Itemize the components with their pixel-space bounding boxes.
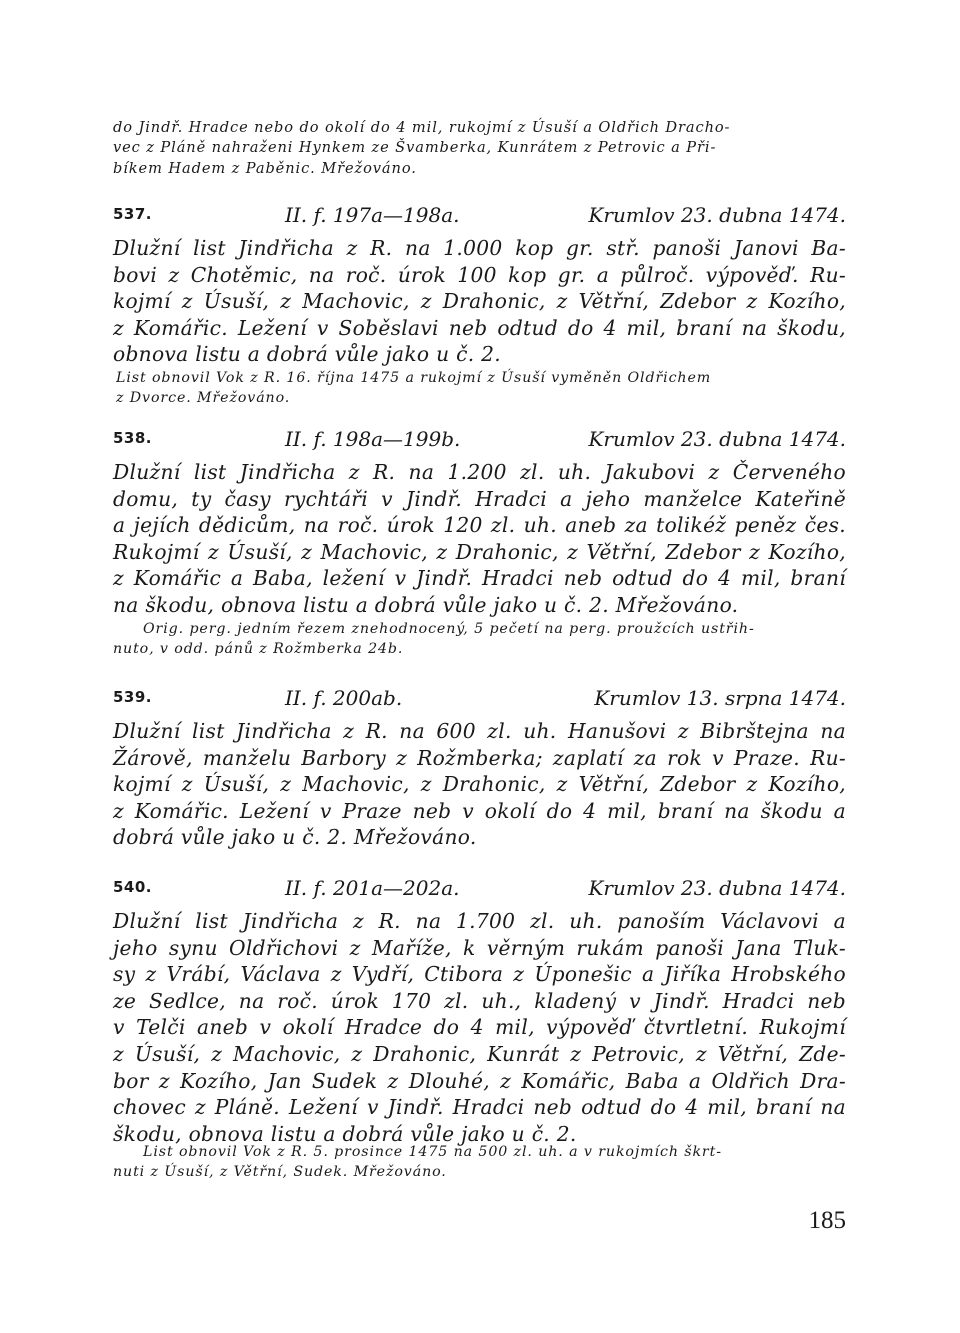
entry-date: Krumlov 23. dubna 1474.: [588, 427, 846, 451]
text-line: bovi z Chotěmic, na roč. úrok 100 kop gr. a půlroč. výpověď. Ru-: [113, 262, 846, 287]
entry-note: [116, 369, 849, 408]
entry-number: 538.: [113, 429, 153, 447]
entry-number: 539.: [113, 688, 153, 706]
entry-number: 540.: [113, 878, 153, 896]
text-line: jeho synu Oldřichovi z Maříže, k věrným rukám panoši Jana Tluk-: [113, 935, 846, 960]
entry-text: [113, 235, 846, 368]
note-line: nuti z Úsuší, z Větřní, Sudek. Mřežováno.: [113, 1163, 447, 1180]
text-line: Rukojmí z Úsuší, z Machovic, z Drahonic, z Větřní, Zdebor z Kozího,: [113, 539, 846, 564]
entry-text: [113, 459, 846, 619]
text-line: z Komářic. Ležení v Praze neb v okolí do 4 mil, braní na škodu a: [113, 798, 846, 823]
text-line: obnova listu a dobrá vůle jako u č. 2.: [113, 342, 501, 367]
note-line: bíkem Hadem z Paběnic. Mřežováno.: [113, 159, 417, 177]
text-line: ze Sedlce, na roč. úrok 170 zl. uh., kladený v Jindř. Hradci neb: [113, 988, 846, 1013]
entry-text: [113, 718, 846, 851]
entry-heading: [113, 876, 846, 906]
text-line: dobrá vůle jako u č. 2. Mřežováno.: [113, 825, 477, 850]
entry-number: 537.: [113, 205, 153, 223]
entry-text: [113, 908, 846, 1147]
text-line: Žárově, manželu Barbory z Rožmberka; zaplatí za rok v Praze. Ru-: [113, 745, 846, 770]
entry-folio: II. f. 200ab.: [285, 686, 403, 710]
text-line: sy z Vrábí, Václava z Vydří, Ctibora z Úponešic a Jiříka Hrobského: [113, 962, 846, 987]
note-line: nuto, v odd. pánů z Rožmberka 24b.: [113, 640, 404, 657]
entry-folio: II. f. 201a—202a.: [285, 876, 460, 900]
text-line: chovec z Pláně. Ležení v Jindř. Hradci neb odtud do 4 mil, braní na: [113, 1095, 846, 1120]
text-line: na škodu, obnova listu a dobrá vůle jako u č. 2. Mřežováno.: [113, 592, 739, 617]
entry-folio: II. f. 198a—199b.: [285, 427, 461, 451]
text-line: kojmí z Úsuší, z Machovic, z Drahonic, z Větřní, Zdebor z Kozího,: [113, 772, 846, 797]
text-line: kojmí z Úsuší, z Machovic, z Drahonic, z Větřní, Zdebor z Kozího,: [113, 289, 846, 314]
entry-date: Krumlov 13. srpna 1474.: [594, 686, 846, 710]
entry-date: Krumlov 23. dubna 1474.: [588, 876, 846, 900]
top-note: [113, 118, 846, 179]
text-line: Dlužní list Jindřicha z R. na 600 zl. uh. Hanušovi z Bibrštejna na: [113, 719, 846, 743]
text-line: bor z Kozího, Jan Sudek z Dlouhé, z Komářic, Baba a Oldřich Dra-: [113, 1068, 846, 1093]
text-line: z Komářic a Baba, ležení v Jindř. Hradci neb odtud do 4 mil, braní: [113, 566, 846, 591]
entry-folio: II. f. 197a—198a.: [285, 203, 460, 227]
note-line: vec z Pláně nahraženi Hynkem ze Švamberka, Kunrátem z Petrovic a Při-: [113, 139, 717, 157]
text-line: Dlužní list Jindřicha z R. na 1.200 zl. uh. Jakubovi z Červeného: [113, 460, 846, 484]
page-number: 185: [808, 1207, 846, 1234]
text-line: Dlužní list Jindřicha z R. na 1.000 kop gr. stř. panoši Janovi Ba-: [113, 236, 846, 260]
entry-heading: [113, 203, 846, 233]
entry-note: [113, 620, 846, 659]
note-line: List obnovil Vok z R. 16. října 1475 a rukojmí z Úsuší vyměněn Oldřichem: [116, 370, 712, 386]
entry-heading: [113, 427, 846, 457]
note-line: List obnovil Vok z R. 5. prosince 1475 na 500 zl. uh. a v rukojmích škrt-: [143, 1144, 722, 1160]
text-line: z Komářic. Ležení v Soběslavi neb odtud do 4 mil, braní na škodu,: [113, 315, 846, 340]
text-line: v Telči aneb v okolí Hradce do 4 mil, výpověď čtvrtletní. Rukojmí: [113, 1015, 846, 1040]
entry-date: Krumlov 23. dubna 1474.: [588, 203, 846, 227]
text-line: z Úsuší, z Machovic, z Drahonic, Kunrát z Petrovic, z Větřní, Zde-: [113, 1041, 846, 1066]
note-line: z Dvorce. Mřežováno.: [116, 389, 291, 406]
note-line: Orig. perg. jedním řezem znehodnocený, 5 pečetí na perg. proužcích ustřih-: [143, 621, 755, 637]
note-line: do Jindř. Hradce nebo do okolí do 4 mil, rukojmí z Úsuší a Oldřich Dracho-: [113, 119, 731, 136]
entry-heading: [113, 686, 846, 716]
text-line: Dlužní list Jindřicha z R. na 1.700 zl. uh. panoším Václavovi a: [113, 909, 846, 933]
text-line: domu, ty časy rychtáři v Jindř. Hradci a jeho manželce Kateřině: [113, 486, 846, 511]
text-line: a jejích dědicům, na roč. úrok 120 zl. uh. aneb za tolikéž peněz čes.: [113, 513, 846, 538]
text-line: škodu, obnova listu a dobrá vůle jako u č. 2.: [113, 1121, 577, 1146]
entry-note: [113, 1143, 846, 1182]
